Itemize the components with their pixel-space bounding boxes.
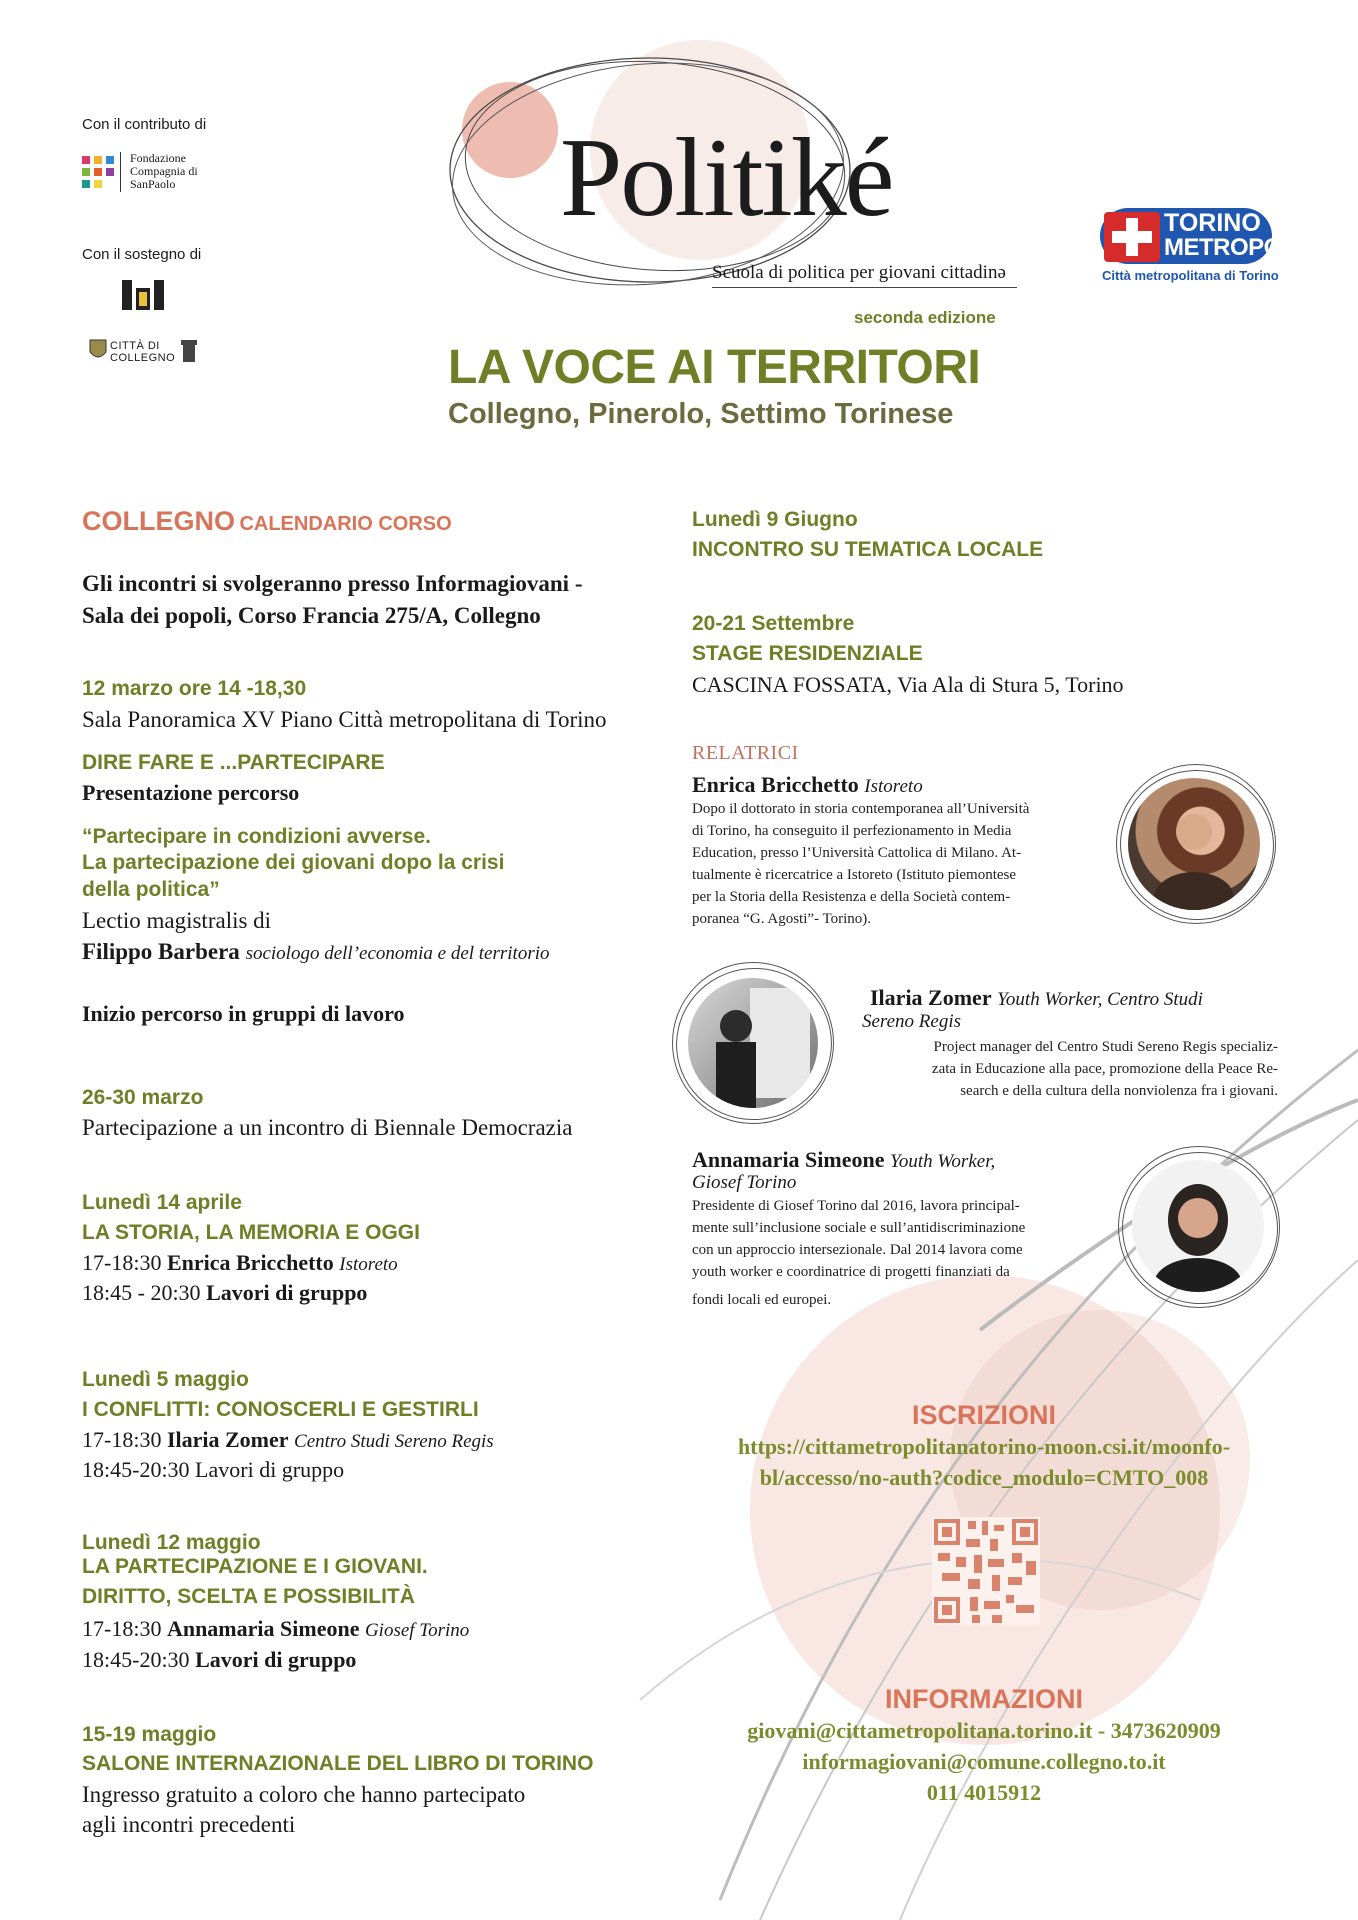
speaker-1-photo — [1128, 778, 1260, 910]
e4-time-1: 17-18:30 — [82, 1427, 162, 1452]
torino-line1: TORINO — [1164, 209, 1261, 237]
e5-time-2: 18:45-20:30 — [82, 1647, 190, 1672]
e5-org: Giosef Torino — [364, 1620, 470, 1641]
e3-time-1: 17-18:30 — [82, 1250, 162, 1275]
e5-session-1 — [82, 1616, 469, 1642]
speaker-3-photo — [1132, 1160, 1264, 1292]
e7-date: Lunedì 9 Giugno — [692, 508, 858, 531]
e1-title: DIRE FARE E ...PARTECIPARE — [82, 751, 385, 774]
speaker-2-bio — [858, 1036, 1278, 1102]
bcd-logo-icon[interactable] — [120, 278, 168, 314]
speaker-2-name: Ilaria Zomer — [870, 985, 992, 1010]
speaker-1-org: Istoreto — [864, 776, 923, 797]
sostegno-label: Con il sostegno di — [82, 246, 202, 263]
speaker-3-bio — [692, 1195, 1112, 1311]
e5-date: Lunedì 12 maggio — [82, 1531, 261, 1554]
e3-session-2 — [82, 1280, 367, 1306]
speaker-1-bio-line: per la Storia della Resistenza e della Società contem- — [692, 889, 1011, 905]
main-title: Politiké — [560, 116, 893, 240]
e6-title: SALONE INTERNAZIONALE DEL LIBRO DI TORINO — [82, 1752, 594, 1775]
fondazione-name: Fondazione Compagnia di SanPaolo — [130, 151, 198, 191]
e4-session-1 — [82, 1427, 494, 1453]
speaker-2-bio-line: zata in Educazione alla pace, promozione della Peace Re- — [931, 1061, 1278, 1077]
e1-speaker: Filippo Barbera — [82, 939, 240, 964]
title-subtitle: Scuola di politica per giovani cittadinə — [712, 262, 1006, 283]
cross-shield-icon — [1104, 212, 1160, 262]
headline: LA VOCE AI TERRITORI — [448, 341, 981, 394]
e8-date: 20-21 Settembre — [692, 612, 855, 635]
speaker-1-bio — [692, 798, 1112, 930]
e4-org: Centro Studi Sereno Regis — [294, 1431, 494, 1452]
torino-caption: Città metropolitana di Torino — [1102, 268, 1279, 283]
e1-quote-1: “Partecipare in condizioni avverse. — [82, 825, 431, 848]
venue-line-1: Gli incontri si svolgeranno presso Informagiovani - — [82, 571, 583, 596]
speaker-1-bio-line: poranea “G. Agosti”- Torino). — [692, 911, 872, 927]
speaker-2-org-1: Youth Worker, Centro Studi — [997, 989, 1203, 1010]
e1-quote-3: della politica” — [82, 878, 220, 901]
speaker-3-bio-line: mente sull’inclusione sociale e sull’antidiscriminazione — [692, 1220, 1026, 1236]
crest-icon — [88, 336, 108, 362]
places-line: Collegno, Pinerolo, Settimo Torinese — [448, 398, 954, 430]
portrait-icon — [1132, 1160, 1264, 1292]
edition-label: seconda edizione — [854, 308, 996, 327]
e3-work: Lavori di gruppo — [206, 1280, 368, 1305]
iscrizioni-url-2[interactable]: bl/accesso/no-auth?codice_modulo=CMTO_008 — [759, 1465, 1209, 1490]
e6-date: 15-19 maggio — [82, 1723, 217, 1746]
speaker-2-header — [870, 985, 1203, 1011]
subtitle-rule — [712, 287, 1017, 288]
e2-desc: Partecipazione a un incontro di Biennale Democrazia — [82, 1115, 573, 1140]
info-phone-2[interactable]: 011 4015912 — [926, 1780, 1042, 1805]
e5-time-1: 17-18:30 — [82, 1616, 162, 1641]
speaker-1-bio-line: di Torino, ha conseguito il perfezionamento in Media — [692, 823, 1012, 839]
calendar-heading — [82, 506, 452, 537]
e8-place: CASCINA FOSSATA, Via Ala di Stura 5, Torino — [692, 672, 1124, 697]
e1-lectio: Lectio magistralis di — [82, 908, 272, 933]
speaker-3-header — [692, 1147, 995, 1173]
e1-start: Inizio percorso in gruppi di lavoro — [82, 1001, 405, 1026]
calendar-heading-rest: CALENDARIO CORSO — [239, 513, 452, 535]
e3-name: Enrica Bricchetto — [166, 1250, 334, 1275]
torino-line2: METROPOLI — [1164, 234, 1303, 261]
iscrizioni-heading: ISCRIZIONI — [911, 1400, 1056, 1430]
speaker-1-name: Enrica Bricchetto — [692, 772, 859, 797]
e4-name: Ilaria Zomer — [166, 1427, 289, 1452]
info-email-2[interactable]: informagiovani@comune.collegno.to.it — [802, 1749, 1166, 1774]
speaker-3-bio-line: con un approccio intersezionale. Dal 2014 lavora come — [692, 1242, 1023, 1258]
e8-title: STAGE RESIDENZIALE — [692, 642, 923, 665]
speaker-2-org-2: Sereno Regis — [862, 1011, 962, 1032]
speaker-1-header — [692, 772, 923, 798]
e2-date: 26-30 marzo — [82, 1086, 204, 1109]
e1-place: Sala Panoramica XV Piano Città metropolitana di Torino — [82, 707, 607, 732]
citta-collegno-logo[interactable] — [88, 336, 200, 364]
e6-desc-2: agli incontri precedenti — [82, 1812, 296, 1837]
e5-work: Lavori di gruppo — [195, 1647, 357, 1672]
portrait-icon — [1128, 778, 1260, 910]
e1-date: 12 marzo ore 14 -18,30 — [82, 677, 307, 700]
e1-speaker-role: sociologo dell’economia e del territorio — [245, 943, 550, 964]
e3-time-2: 18:45 - 20:30 — [82, 1280, 201, 1305]
fondazione-logo[interactable] — [82, 150, 222, 198]
speakers-heading: RELATRICI — [692, 742, 799, 764]
iscrizioni-url-1[interactable]: https://cittametropolitanatorino-moon.csi.it/moonfo- — [737, 1434, 1231, 1459]
torino-metropoli-logo[interactable] — [1100, 208, 1303, 286]
e3-session-1 — [82, 1250, 398, 1276]
speaker-2-photo — [688, 978, 818, 1108]
e3-date: Lunedì 14 aprile — [82, 1191, 242, 1214]
e3-org: Istoreto — [339, 1254, 398, 1275]
speaker-3-bio-line: fondi locali ed europei. — [692, 1292, 832, 1308]
qr-code-icon[interactable] — [932, 1517, 1040, 1625]
speaker-2-bio-line: Project manager del Centro Studi Sereno Regis specializ- — [933, 1039, 1278, 1055]
e3-title: LA STORIA, LA MEMORIA E OGGI — [82, 1221, 420, 1244]
speaker-3-org-1: Youth Worker, — [890, 1151, 996, 1172]
info-email-phone[interactable]: giovani@cittametropolitana.torino.it - 3473620909 — [747, 1718, 1221, 1743]
e4-date: Lunedì 5 maggio — [82, 1368, 249, 1391]
speaker-3-org-2: Giosef Torino — [692, 1172, 797, 1193]
e5-session-2 — [82, 1647, 356, 1673]
speaker-1-bio-line: tualmente è ricercatrice a Istoreto (Istituto piemontese — [692, 867, 1017, 883]
speaker-3-name: Annamaria Simeone — [692, 1147, 885, 1172]
e4-title: I CONFLITTI: CONOSCERLI E GESTIRLI — [82, 1398, 479, 1421]
e5-title-1: LA PARTECIPAZIONE E I GIOVANI. — [82, 1555, 428, 1578]
contributo-label: Con il contributo di — [82, 116, 207, 133]
venue-line-2: Sala dei popoli, Corso Francia 275/A, Collegno — [82, 603, 541, 628]
portrait-icon — [688, 978, 818, 1108]
e6-desc-1: Ingresso gratuito a coloro che hanno partecipato — [82, 1782, 526, 1807]
calendar-city: COLLEGNO — [82, 506, 235, 536]
e5-name: Annamaria Simeone — [166, 1616, 360, 1641]
speaker-2-bio-line: search e della cultura della nonviolenza fra i giovani. — [960, 1083, 1278, 1099]
e5-title-2: DIRITTO, SCELTA E POSSIBILITÀ — [82, 1585, 415, 1608]
e1-quote-2: La partecipazione dei giovani dopo la crisi — [82, 851, 505, 874]
speaker-3-bio-line: Presidente di Giosef Torino dal 2016, lavora principal- — [692, 1198, 1020, 1214]
informazioni-heading: INFORMAZIONI — [885, 1684, 1083, 1714]
tower-icon — [180, 338, 198, 362]
e7-title: INCONTRO SU TEMATICA LOCALE — [692, 538, 1044, 561]
speaker-1-bio-line: Education, presso l’Università Cattolica di Milano. At- — [692, 845, 1022, 861]
fondazione-mark-icon — [82, 150, 114, 194]
speaker-1-bio-line: Dopo il dottorato in storia contemporanea all’Università — [692, 801, 1030, 817]
citta-label: CITTÀ DI COLLEGNO — [110, 340, 176, 364]
e1-speaker-line — [82, 939, 550, 965]
speaker-3-bio-line: youth worker e coordinatrice di progetti finanziati da — [692, 1264, 1010, 1280]
e4-session-2: 18:45-20:30 Lavori di gruppo — [82, 1457, 345, 1482]
e1-sub: Presentazione percorso — [82, 780, 300, 805]
